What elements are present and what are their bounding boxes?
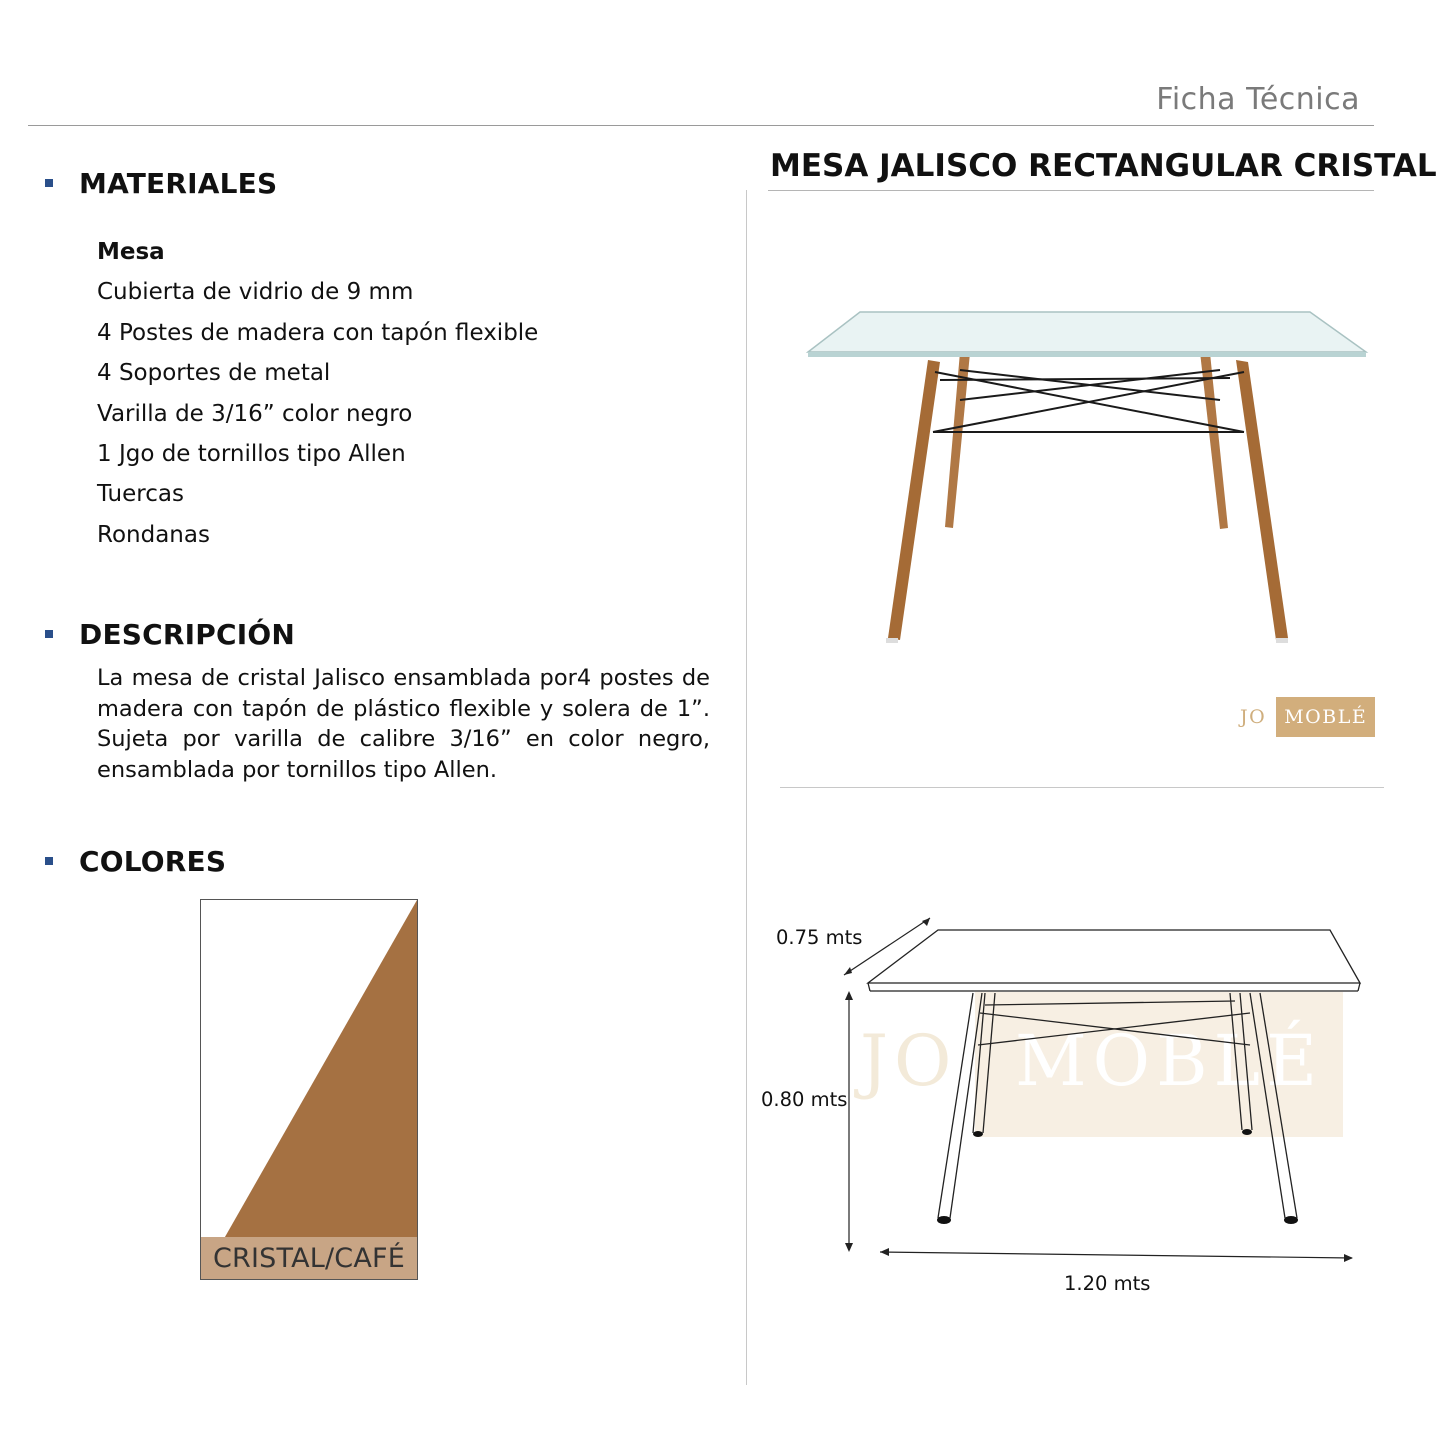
list-item: Varilla de 3/16” color negro bbox=[97, 400, 413, 427]
header-divider bbox=[28, 125, 1374, 126]
watermark-jo: JO bbox=[860, 1020, 958, 1102]
column-divider bbox=[746, 190, 747, 1385]
brand-logo bbox=[1240, 697, 1375, 737]
dimension-drawing bbox=[830, 905, 1370, 1265]
list-item: 1 Jgo de tornillos tipo Allen bbox=[97, 441, 406, 468]
materials-list bbox=[97, 232, 538, 555]
bullet-icon bbox=[45, 857, 53, 865]
list-item: Tuercas bbox=[97, 481, 184, 508]
description-text: La mesa de cristal Jalisco ensamblada por4 postes de madera con tapón de plástico flexible y solera de 1”. Sujeta por varilla de calibre 3/16” en color negro, ensamblada por tornillos tipo Allen. bbox=[97, 665, 710, 783]
product-title-divider bbox=[768, 190, 1374, 191]
product-title: MESA JALISCO RECTANGULAR CRISTAL bbox=[770, 148, 1437, 184]
logo-part-jo: JO bbox=[1240, 706, 1267, 728]
list-item: 4 Soportes de metal bbox=[97, 360, 331, 387]
materials-heading: Mesa bbox=[97, 239, 165, 265]
swatch-triangle-icon bbox=[201, 900, 417, 1279]
bullet-icon bbox=[45, 179, 53, 187]
logo-part-moble: MOBLÉ bbox=[1276, 697, 1375, 737]
header-title: Ficha Técnica bbox=[1156, 82, 1360, 117]
section-title-materiales: MATERIALES bbox=[79, 167, 278, 200]
dimension-depth-label: 0.75 mts bbox=[776, 926, 863, 949]
image-divider bbox=[780, 787, 1384, 788]
swatch-label: CRISTAL/CAFÉ bbox=[201, 1237, 417, 1279]
table-photo bbox=[800, 300, 1375, 660]
section-title-colores: COLORES bbox=[79, 845, 227, 878]
section-title-descripcion: DESCRIPCIÓN bbox=[79, 618, 295, 651]
list-item: Cubierta de vidrio de 9 mm bbox=[97, 279, 414, 306]
dimension-width-label: 1.20 mts bbox=[1064, 1272, 1151, 1295]
color-swatch bbox=[200, 899, 418, 1280]
bullet-icon bbox=[45, 630, 53, 638]
list-item: 4 Postes de madera con tapón flexible bbox=[97, 319, 539, 346]
dimension-height-label: 0.80 mts bbox=[761, 1088, 848, 1111]
watermark-moble: MOBLÉ bbox=[1015, 1020, 1324, 1102]
list-item: Rondanas bbox=[97, 521, 210, 548]
